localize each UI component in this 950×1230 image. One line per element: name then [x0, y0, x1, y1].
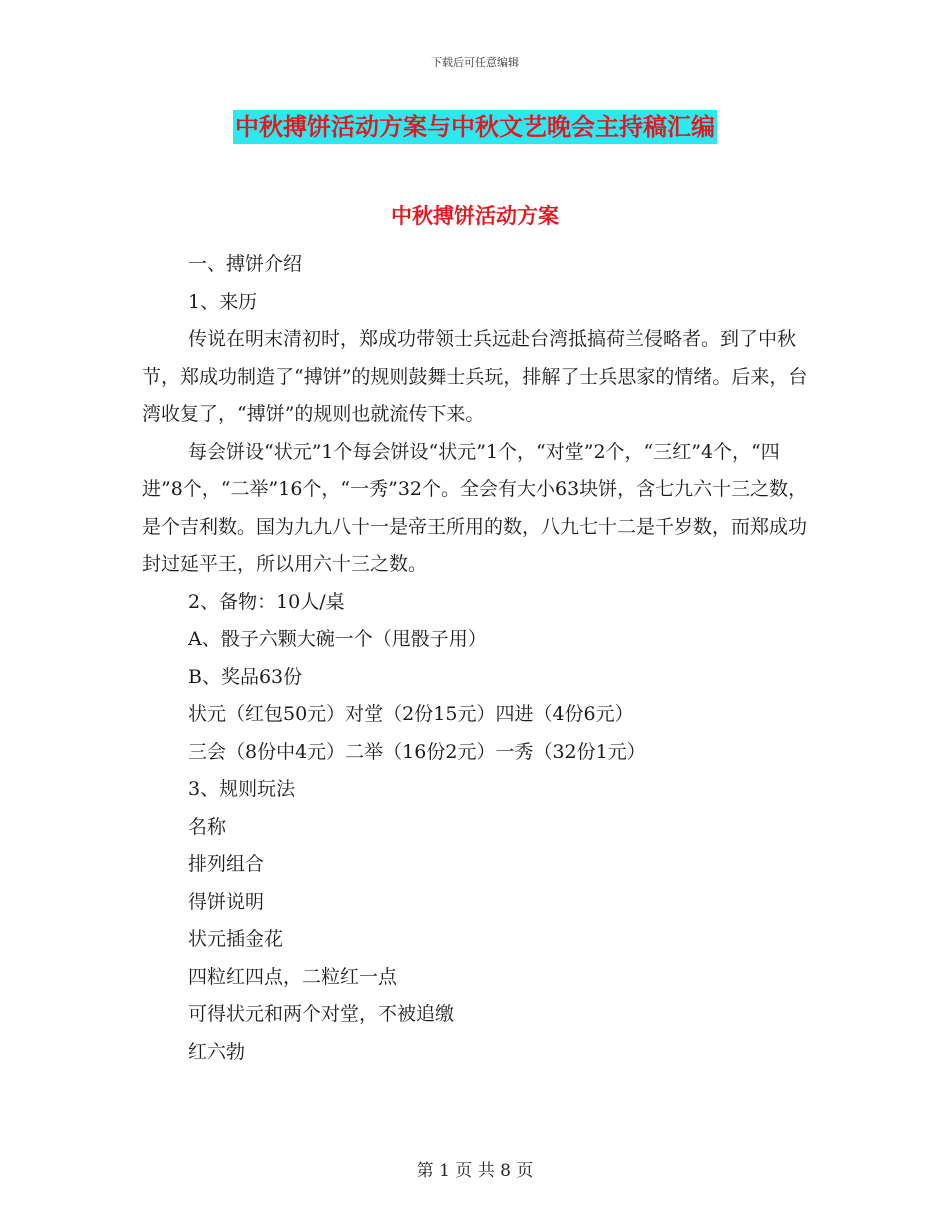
supply-item-prizes: B、奖品63份 [188, 665, 303, 688]
document-title: 中秋搏饼活动方案与中秋文艺晚会主持稿汇编 [233, 110, 717, 144]
page-number: 第 1 页 共 8 页 [416, 1161, 534, 1181]
rule-1-combination: 四粒红四点，二粒红一点 [188, 965, 398, 988]
heading-introduction: 一、搏饼介绍 [188, 253, 303, 275]
paragraph-origin: 传说在明末清初时，郑成功带领士兵远赴台湾抵搞荷兰侵略者。到了中秋节，郑成功制造了“搏饼”的规则鼓舞士兵玩，排解了士兵思家的情绪。后来，台湾收复了，“搏饼”的规则也就流传下来。 [142, 328, 808, 425]
supply-item-dice: A、骰子六颗大碗一个（甩骰子用） [188, 628, 487, 650]
rule-1-name: 状元插金花 [188, 928, 284, 950]
rule-header-combination: 排列组合 [188, 853, 265, 875]
rule-header-name: 名称 [188, 815, 227, 838]
section-title: 中秋搏饼活动方案 [391, 203, 559, 228]
rule-2-name: 红六勃 [188, 1040, 246, 1063]
rule-header-description: 得饼说明 [188, 890, 265, 913]
paragraph-cake-count: 每会饼设“状元”1个每会饼设“状元”1个，“对堂”2个，“三红”4个，“四进”8个，“二举”16个，“一秀”32个。全会有大小63块饼，含七九六十三之数，是个吉利数。国为九九八十一是帝王所用的数，八九七十二是千岁数，而郑成功封过延平王，所以用六十三之数。 [142, 440, 808, 575]
header-note: 下载后可任意编辑 [431, 56, 519, 69]
document-body [142, 246, 812, 1071]
prize-list-line-1: 状元（红包50元）对堂（2份15元）四进（4份6元） [188, 703, 634, 725]
rule-1-description: 可得状元和两个对堂，不被追缴 [188, 1003, 455, 1025]
subheading-supplies: 2、备物：10人/桌 [188, 590, 345, 613]
prize-list-line-2: 三会（8份中4元）二举（16份2元）一秀（32份1元） [188, 740, 646, 763]
subheading-rules: 3、规则玩法 [188, 778, 296, 800]
subheading-origin: 1、来历 [188, 290, 258, 313]
